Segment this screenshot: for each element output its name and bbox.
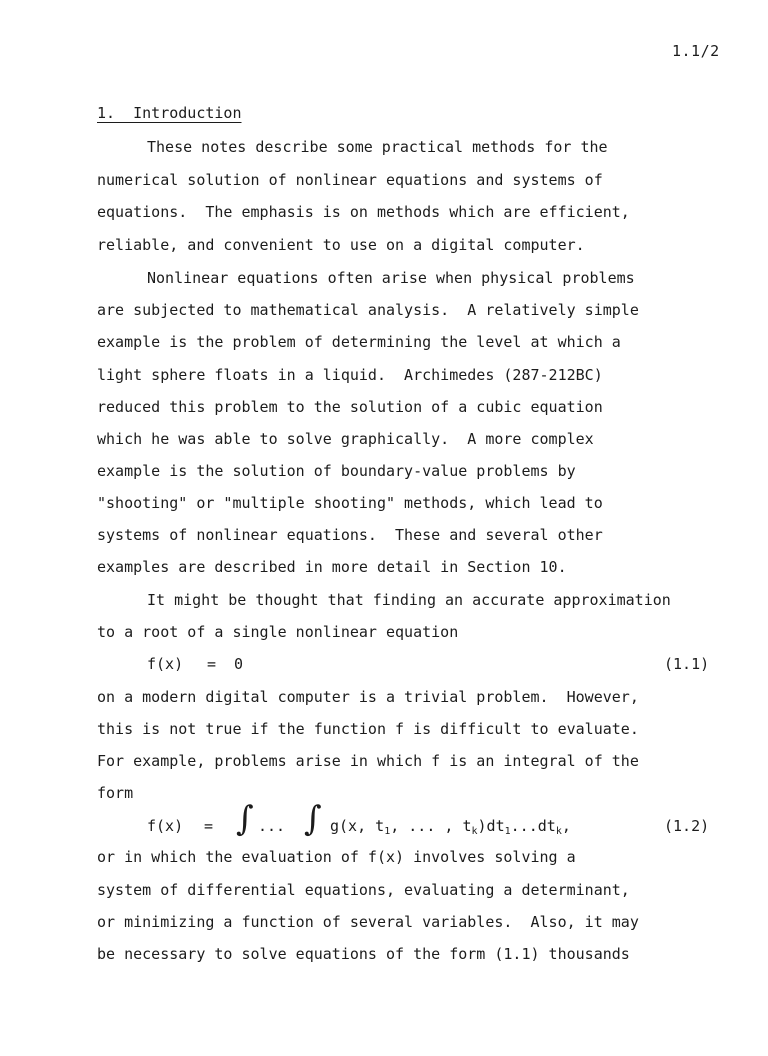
paragraph-line: or in which the evaluation of f(x) involves solving a bbox=[97, 848, 576, 866]
paragraph-line: numerical solution of nonlinear equations and systems of bbox=[97, 171, 603, 189]
paragraph-line: Nonlinear equations often arise when physical problems bbox=[147, 269, 635, 287]
equation-lhs: f(x) bbox=[147, 655, 184, 673]
equals-sign: = bbox=[207, 655, 217, 673]
paragraph-line: example is the solution of boundary-value problems by bbox=[97, 462, 576, 480]
equation-number: (1.2) bbox=[664, 817, 710, 835]
integral-ellipsis: ... bbox=[258, 817, 286, 835]
paragraph-line: equations. The emphasis is on methods which are efficient, bbox=[97, 203, 630, 221]
paragraph-line: For example, problems arise in which f is an integral of the bbox=[97, 752, 639, 770]
paragraph-line: example is the problem of determining the level at which a bbox=[97, 333, 621, 351]
paragraph-line: which he was able to solve graphically. A more complex bbox=[97, 430, 594, 448]
paragraph-line: this is not true if the function f is difficult to evaluate. bbox=[97, 720, 639, 738]
paragraph-line: These notes describe some practical methods for the bbox=[147, 138, 608, 156]
section-heading: 1. Introduction bbox=[97, 104, 242, 122]
equation-number: (1.1) bbox=[664, 655, 710, 673]
paragraph-line: light sphere floats in a liquid. Archimedes (287-212BC) bbox=[97, 366, 603, 384]
paragraph-line: are subjected to mathematical analysis. A relatively simple bbox=[97, 301, 639, 319]
paragraph-line: or minimizing a function of several variables. Also, it may bbox=[97, 913, 639, 931]
paragraph-line: to a root of a single nonlinear equation bbox=[97, 623, 459, 641]
equals-sign: = bbox=[204, 817, 214, 835]
equation-lhs: f(x) bbox=[147, 817, 184, 835]
paragraph-line: reduced this problem to the solution of a cubic equation bbox=[97, 398, 603, 416]
paragraph-line: system of differential equations, evaluating a determinant, bbox=[97, 881, 630, 899]
paragraph-line: form bbox=[97, 784, 134, 802]
paragraph-line: examples are described in more detail in Section 10. bbox=[97, 558, 567, 576]
integral-sign-icon: ∫ bbox=[304, 799, 322, 839]
paragraph-line: "shooting" or "multiple shooting" methods, which lead to bbox=[97, 494, 603, 512]
paragraph-line: be necessary to solve equations of the form (1.1) thousands bbox=[97, 945, 630, 963]
paragraph-line: systems of nonlinear equations. These and several other bbox=[97, 526, 603, 544]
page-number: 1.1/2 bbox=[672, 42, 720, 60]
equation-rhs: 0 bbox=[234, 655, 244, 673]
integrand: g(x, $t_1$, ... , $t_k)dt_1...dt_k$, bbox=[330, 817, 571, 837]
integral-sign-icon: ∫ bbox=[236, 799, 254, 839]
paragraph-line: reliable, and convenient to use on a digital computer. bbox=[97, 236, 585, 254]
paragraph-line: on a modern digital computer is a trivial problem. However, bbox=[97, 688, 639, 706]
paragraph-line: It might be thought that finding an accurate approximation bbox=[147, 591, 671, 609]
